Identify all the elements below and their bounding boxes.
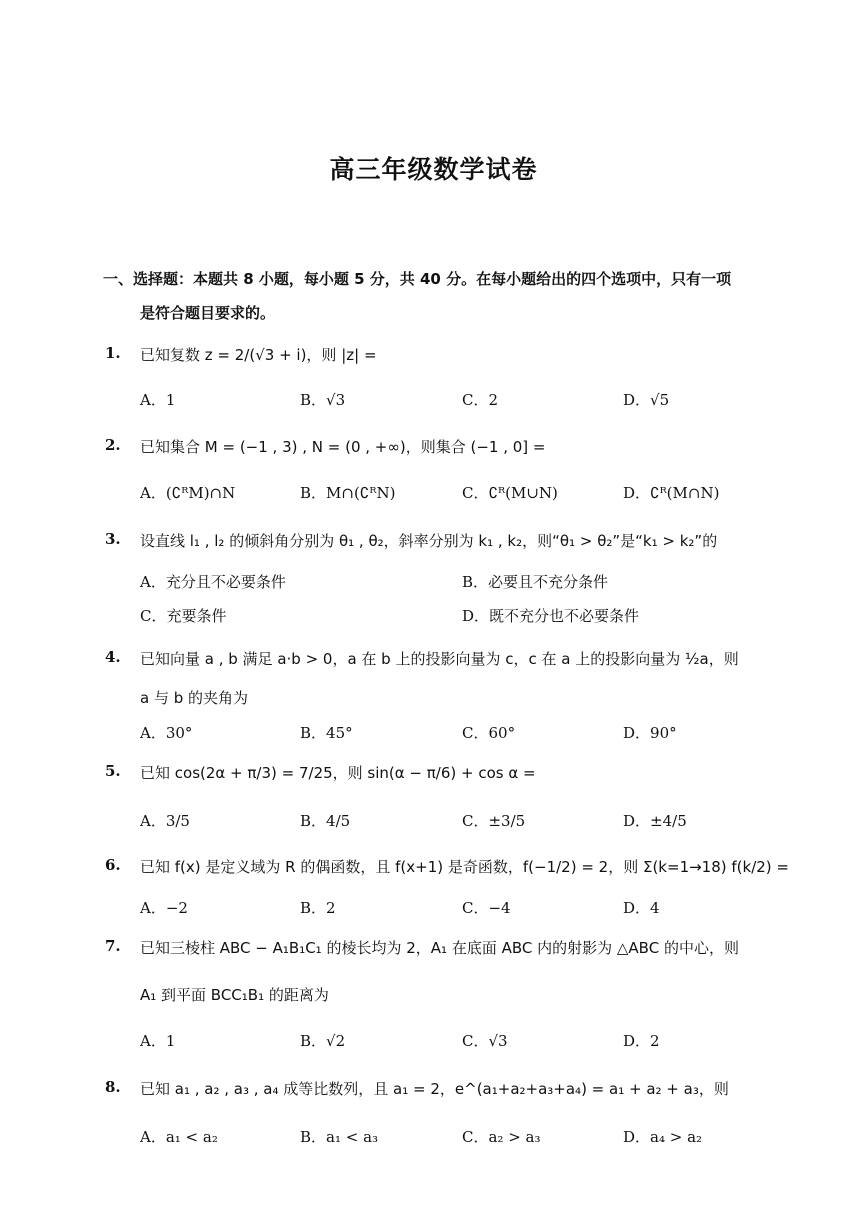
question-8-option-a: A．a₁ < a₂	[140, 1128, 218, 1146]
question-5-text: 已知 cos(2α + π/3) = 7/25，则 sin(α − π/6) + cos α =	[140, 764, 536, 782]
question-7-text-cont: A₁ 到平面 BCC₁B₁ 的距离为	[140, 986, 329, 1004]
question-6-option-d: D．4	[623, 899, 660, 917]
question-6-number: 6.	[105, 856, 121, 874]
question-3-option-b: B．必要且不充分条件	[462, 573, 609, 591]
question-8-number: 8.	[105, 1078, 121, 1096]
question-8-option-b: B．a₁ < a₃	[300, 1128, 379, 1146]
page-title: 高三年级数学试卷	[329, 155, 538, 184]
question-5-option-a: A．3/5	[140, 812, 190, 830]
question-3-option-c: C．充要条件	[140, 607, 227, 625]
question-4-option-b: B．45°	[300, 724, 353, 742]
question-3-option-a: A．充分且不必要条件	[140, 573, 286, 591]
question-6-text: 已知 f(x) 是定义域为 R 的偶函数，且 f(x+1) 是奇函数，f(−1/2) = 2，则 Σ(k=1→18) f(k/2) =	[140, 858, 789, 876]
question-5-option-b: B．4/5	[300, 812, 351, 830]
question-7-option-d: D．2	[623, 1032, 660, 1050]
question-4-number: 4.	[105, 648, 121, 666]
question-1-number: 1.	[105, 344, 121, 362]
question-2-option-c: C．∁ᴿ(M∪N)	[462, 484, 558, 502]
section-header-line1: 一、选择题：本题共 8 小题，每小题 5 分，共 40 分。在每小题给出的四个选项中，只有一项	[103, 270, 732, 288]
question-5-number: 5.	[105, 762, 121, 780]
question-7-text: 已知三棱柱 ABC − A₁B₁C₁ 的棱长均为 2，A₁ 在底面 ABC 内的射影为 △ABC 的中心，则	[140, 939, 739, 957]
question-3-option-d: D．既不充分也不必要条件	[462, 607, 640, 625]
question-2-option-b: B．M∩(∁ᴿN)	[300, 484, 396, 502]
question-4-text: 已知向量 a , b 满足 a·b > 0，a 在 b 上的投影向量为 c，c 在 a 上的投影向量为 ½a，则	[140, 650, 739, 668]
question-2-option-a: A．(∁ᴿM)∩N	[140, 484, 236, 502]
question-7-number: 7.	[105, 937, 121, 955]
question-5-option-c: C．±3/5	[462, 812, 526, 830]
question-8-option-c: C．a₂ > a₃	[462, 1128, 541, 1146]
question-6-option-b: B．2	[300, 899, 336, 917]
question-4-text-cont: a 与 b 的夹角为	[140, 689, 249, 707]
question-3-number: 3.	[105, 530, 121, 548]
question-4-option-a: A．30°	[140, 724, 193, 742]
question-2-text: 已知集合 M = (−1 , 3) , N = (0 , +∞)，则集合 (−1 , 0] =	[140, 438, 546, 456]
question-7-option-a: A．1	[140, 1032, 176, 1050]
question-1-text: 已知复数 z = 2/(√3 + i)，则 |z| =	[140, 346, 377, 364]
section-header-line2: 是符合题目要求的。	[140, 304, 276, 322]
question-6-option-c: C．−4	[462, 899, 511, 917]
question-5-option-d: D．±4/5	[623, 812, 687, 830]
question-6-option-a: A．−2	[140, 899, 188, 917]
question-1-option-c: C．2	[462, 391, 499, 409]
question-1-option-a: A．1	[140, 391, 176, 409]
question-8-option-d: D．a₄ > a₂	[623, 1128, 703, 1146]
question-1-option-b: B．√3	[300, 391, 346, 409]
question-7-option-b: B．√2	[300, 1032, 346, 1050]
question-2-option-d: D．∁ᴿ(M∩N)	[623, 484, 720, 502]
question-1-option-d: D．√5	[623, 391, 670, 409]
question-8-text: 已知 a₁ , a₂ , a₃ , a₄ 成等比数列，且 a₁ = 2，e^(a₁+a₂+a₃+a₄) = a₁ + a₂ + a₃，则	[140, 1080, 729, 1098]
question-4-option-c: C．60°	[462, 724, 516, 742]
question-7-option-c: C．√3	[462, 1032, 508, 1050]
question-3-text: 设直线 l₁ , l₂ 的倾斜角分别为 θ₁ , θ₂，斜率分别为 k₁ , k₂，则“θ₁ > θ₂”是“k₁ > k₂”的	[140, 532, 718, 550]
question-4-option-d: D．90°	[623, 724, 677, 742]
question-2-number: 2.	[105, 436, 121, 454]
